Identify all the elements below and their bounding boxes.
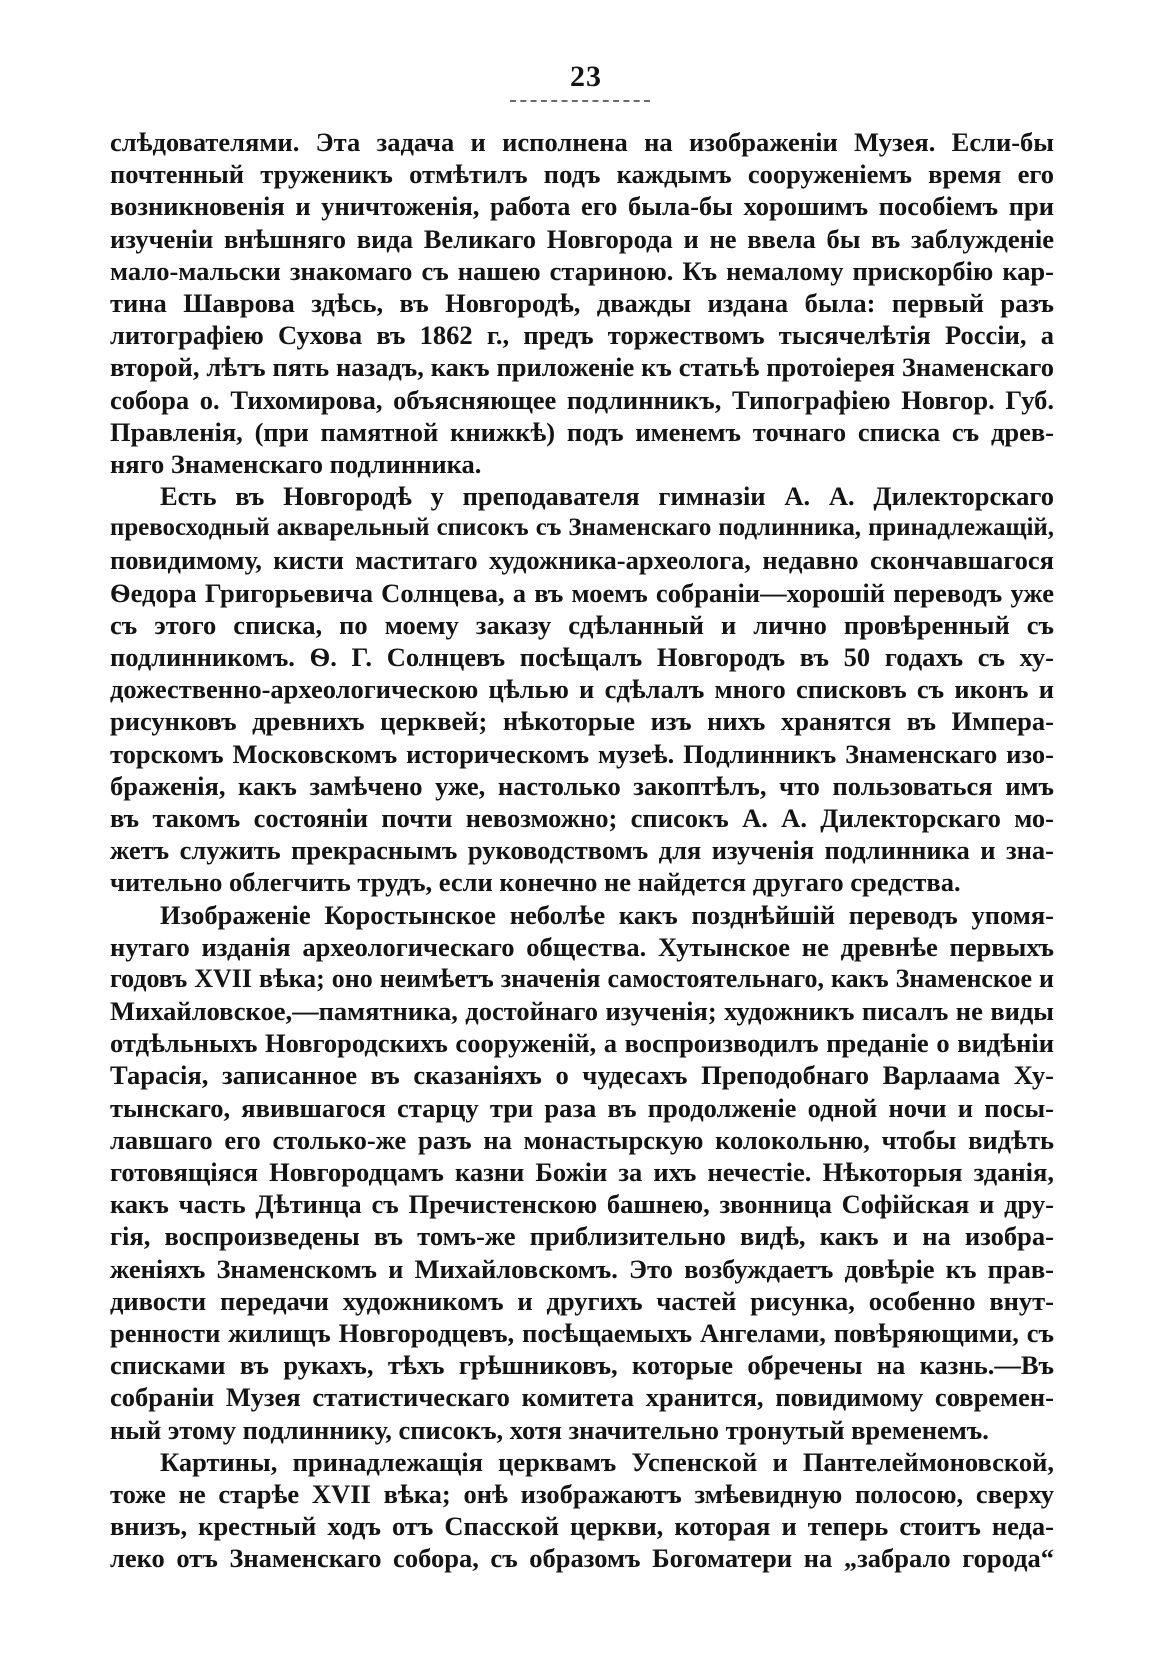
text-line: ренности жилищъ Новгородцевъ, посѣщаемыхъ Ангелами, повѣряющими, съ [110,1317,1054,1348]
text-line: годовъ XVII вѣка; оно неимѣетъ значенія самостоятельнаго, какъ Знаменское и [110,963,1054,993]
text-line: ный этому подлиннику, списокъ, хотя значительно тронутый временемъ. [110,1414,989,1445]
text-line: мало-мальски знакомаго съ нашею стариною. Къ немалому прискорбію кар- [110,255,1054,286]
text-line: тоже не старѣе XVII вѣка; онѣ изображаютъ змѣевидную полосою, сверху [110,1478,1054,1509]
paragraph [110,126,1054,480]
text-line: второй, лѣтъ пять назадъ, какъ приложеніе къ статьѣ протоіерея Знаменскаго [110,352,1054,383]
paragraph [110,1446,1054,1575]
text-line: леко отъ Знаменскаго собора, съ образомъ Богоматери на „забрало города“ [110,1543,1054,1574]
text-line: внизъ, крестный ходъ отъ Спасской церкви, которая и теперь стоитъ неда- [110,1511,1054,1542]
text-line: слѣдователями. Эта задача и исполнена на изображеніи Музея. Если-бы [110,127,1054,157]
text-line: гія, воспроизведены въ томъ-же приблизительно видѣ, какъ и на изобра- [110,1221,1054,1252]
text-line: почтенный труженикъ отмѣтилъ подъ каждымъ сооруженіемъ время его [110,159,1054,190]
text-line: возникновенія и уничтоженія, работа его была-бы хорошимъ пособіемъ при [110,191,1054,222]
text-line: няго Знаменскаго подлинника. [110,448,482,479]
text-line: Ѳедора Григорьевича Солнцева, а въ моемъ собраніи—хорошій переводъ уже [110,577,1054,608]
text-line: торскомъ Московскомъ историческомъ музеѣ. Подлинникъ Знаменскаго изо- [110,738,1054,769]
text-line: чительно облегчить трудъ, если конечно не найдется другаго средства. [110,867,961,898]
text-line: жетъ служить прекраснымъ руководствомъ для изученія подлинника и зна- [110,835,1054,866]
text-line: готовящіяся Новгородцамъ казни Божіи за ихъ нечестіе. Нѣкоторыя зданія, [110,1157,1054,1187]
paragraph [110,899,1054,1446]
text-line: изученіи внѣшняго вида Великаго Новгорода и не ввела бы въ заблужденіе [110,223,1054,254]
text-line: литографіею Сухова въ 1862 г., предъ торжествомъ тысячелѣтія Россіи, а [110,320,1054,351]
text-line: тина Шаврова здѣсь, въ Новгородѣ, дважды издана была: первый разъ [110,287,1054,318]
text-line: дивости передачи художникомъ и другихъ частей рисунка, особенно внут- [110,1285,1054,1316]
text-line: какъ часть Дѣтинца съ Пречистенскою башнею, звонница Софійская и дру- [110,1189,1054,1220]
text-line: собора о. Тихомирова, объясняющее подлинникъ, Типографіею Новгор. Губ. [110,384,1054,415]
text-line: Михайловское,—памятника, достойнаго изученія; художникъ писалъ не виды [110,996,1054,1027]
text-line: Картины, принадлежащія церквамъ Успенской и Пантелеймоновской, [160,1446,1054,1477]
text-line: повидимому, кисти маститаго художника-археолога, недавно скончавшагося [110,545,1054,576]
text-line: Есть въ Новгородѣ у преподавателя гимназіи А. А. Дилекторскаго [160,481,1054,512]
text-line: подлинникомъ. Ѳ. Г. Солнцевъ посѣщалъ Новгородъ въ 50 годахъ съ ху- [110,642,1054,672]
text-line: Правленія, (при памятной книжкѣ) подъ именемъ точнаго списка съ древ- [110,416,1054,447]
text-line: списками въ рукахъ, тѣхъ грѣшниковъ, которые обречены на казнь.—Въ [110,1350,1054,1381]
text-line: тынскаго, явившагося старцу три раза въ продолженіе одной ночи и посы- [110,1092,1054,1123]
text-line: рисунковъ древнихъ церквей; нѣкоторые изъ нихъ хранятся въ Импера- [110,706,1054,737]
text-line: Изображеніе Коростынское неболѣе какъ позднѣйшій переводъ упомя- [160,899,1054,930]
header-divider [510,100,650,102]
text-line: женіяхъ Знаменскомъ и Михайловскомъ. Это возбуждаетъ довѣріе къ прав- [110,1253,1054,1284]
text-line: лавшаго его столько-же разъ на монастырскую колокольню, чтобы видѣть [110,1124,1054,1155]
text-line: превосходный акварельный списокъ съ Знаменскаго подлинника, принадлежащій, [110,514,1054,542]
text-line: въ такомъ состояніи почти невозможно; списокъ А. А. Дилекторскаго мо- [110,802,1054,833]
text-line: отдѣльныхъ Новгородскихъ сооруженій, а воспроизводилъ преданіе о видѣніи [110,1028,1054,1059]
paragraph [110,480,1054,898]
text-line: съ этого списка, по моему заказу сдѣланный и лично провѣренный съ [110,609,1054,640]
page-number: 23 [570,60,602,93]
text-line: дожественно-археологическою цѣлью и сдѣлалъ много списковъ съ иконъ и [110,674,1054,705]
text-line: браженія, какъ замѣчено уже, настолько закоптѣлъ, что пользоваться имъ [110,770,1054,801]
text-line: нутаго изданія археологическаго общества. Хутынское не древнѣе первыхъ [110,931,1054,962]
body-text [110,126,1054,1574]
text-line: Тарасія, записанное въ сказаніяхъ о чудесахъ Преподобнаго Варлаама Ху- [110,1060,1054,1091]
text-line: собраніи Музея статистическаго комитета хранится, повидимому современ- [110,1382,1054,1413]
